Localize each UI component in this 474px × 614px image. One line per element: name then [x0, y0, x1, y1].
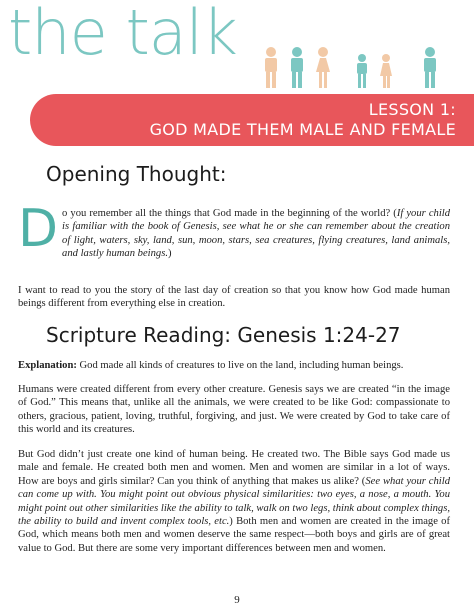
- opening-text-italic: If your child is familiar with the book of Genesis, see what he or she can remember about the creation of light, waters, sky, land, sun, moon, stars, sea creatures, flying creatures, land animals, and lastly human beings.: [62, 208, 450, 260]
- scripture-paragraph-2: Humans were created different from every other creature. Genesis says we are created “in the image of God.” This means that, unlike all the animals, we were created to be like God: compassionate to others, gracious, patient, loving, truthful, forgiving, and just. We were created by God to take care of this world and its creatures.: [18, 384, 450, 436]
- scripture-p3-start: But God didn’t just create one kind of human being. He created two. The Bible says God made us male and female. He created both men and women. Men and women are similar in a lot of ways. How are boys and girls similar? Can you think of anything that makes us alike? (: [18, 449, 450, 487]
- scripture-heading: Scripture Reading: Genesis 1:24-27: [46, 323, 401, 347]
- explanation-label: Explanation:: [18, 360, 77, 371]
- scripture-p3-end: ) Both men and women are created in the image of God, which means both men and women deserve the same respect—both boys and girls are of great value to God. But there are some very important differences between men and women.: [18, 516, 450, 554]
- page-number: 9: [234, 594, 240, 606]
- lesson-title: GOD MADE THEM MALE AND FEMALE: [149, 120, 456, 139]
- scripture-p3-italic: See what your child can come up with. You might point out obvious physical similarities: two eyes, a nose, a mouth. You might point out other similarities like the ability to talk, walk on two legs, think about complex things, the ability to build and invent complex tools, etc.: [18, 475, 450, 528]
- opening-text-start: o you remember all the things that God made in the beginning of the world? (: [62, 208, 397, 219]
- opening-paragraph: [18, 199, 450, 261]
- logo-wordmark: the talk: [8, 0, 237, 69]
- explanation-paragraph: [18, 359, 450, 372]
- explanation-text: God made all kinds of creatures to live on the land, including human beings.: [76, 360, 404, 371]
- lesson-banner: [30, 94, 474, 146]
- opening-thought-heading: Opening Thought:: [46, 162, 227, 186]
- family-figures-icon: [262, 46, 454, 90]
- drop-cap: D: [18, 199, 59, 259]
- opening-text-end: ): [167, 248, 172, 260]
- scripture-paragraph-3: [18, 448, 450, 555]
- opening-paragraph-2: I want to read to you the story of the last day of creation so that you know how God made human beings different from everything else in creation.: [18, 285, 450, 310]
- lesson-number: LESSON 1:: [368, 100, 456, 119]
